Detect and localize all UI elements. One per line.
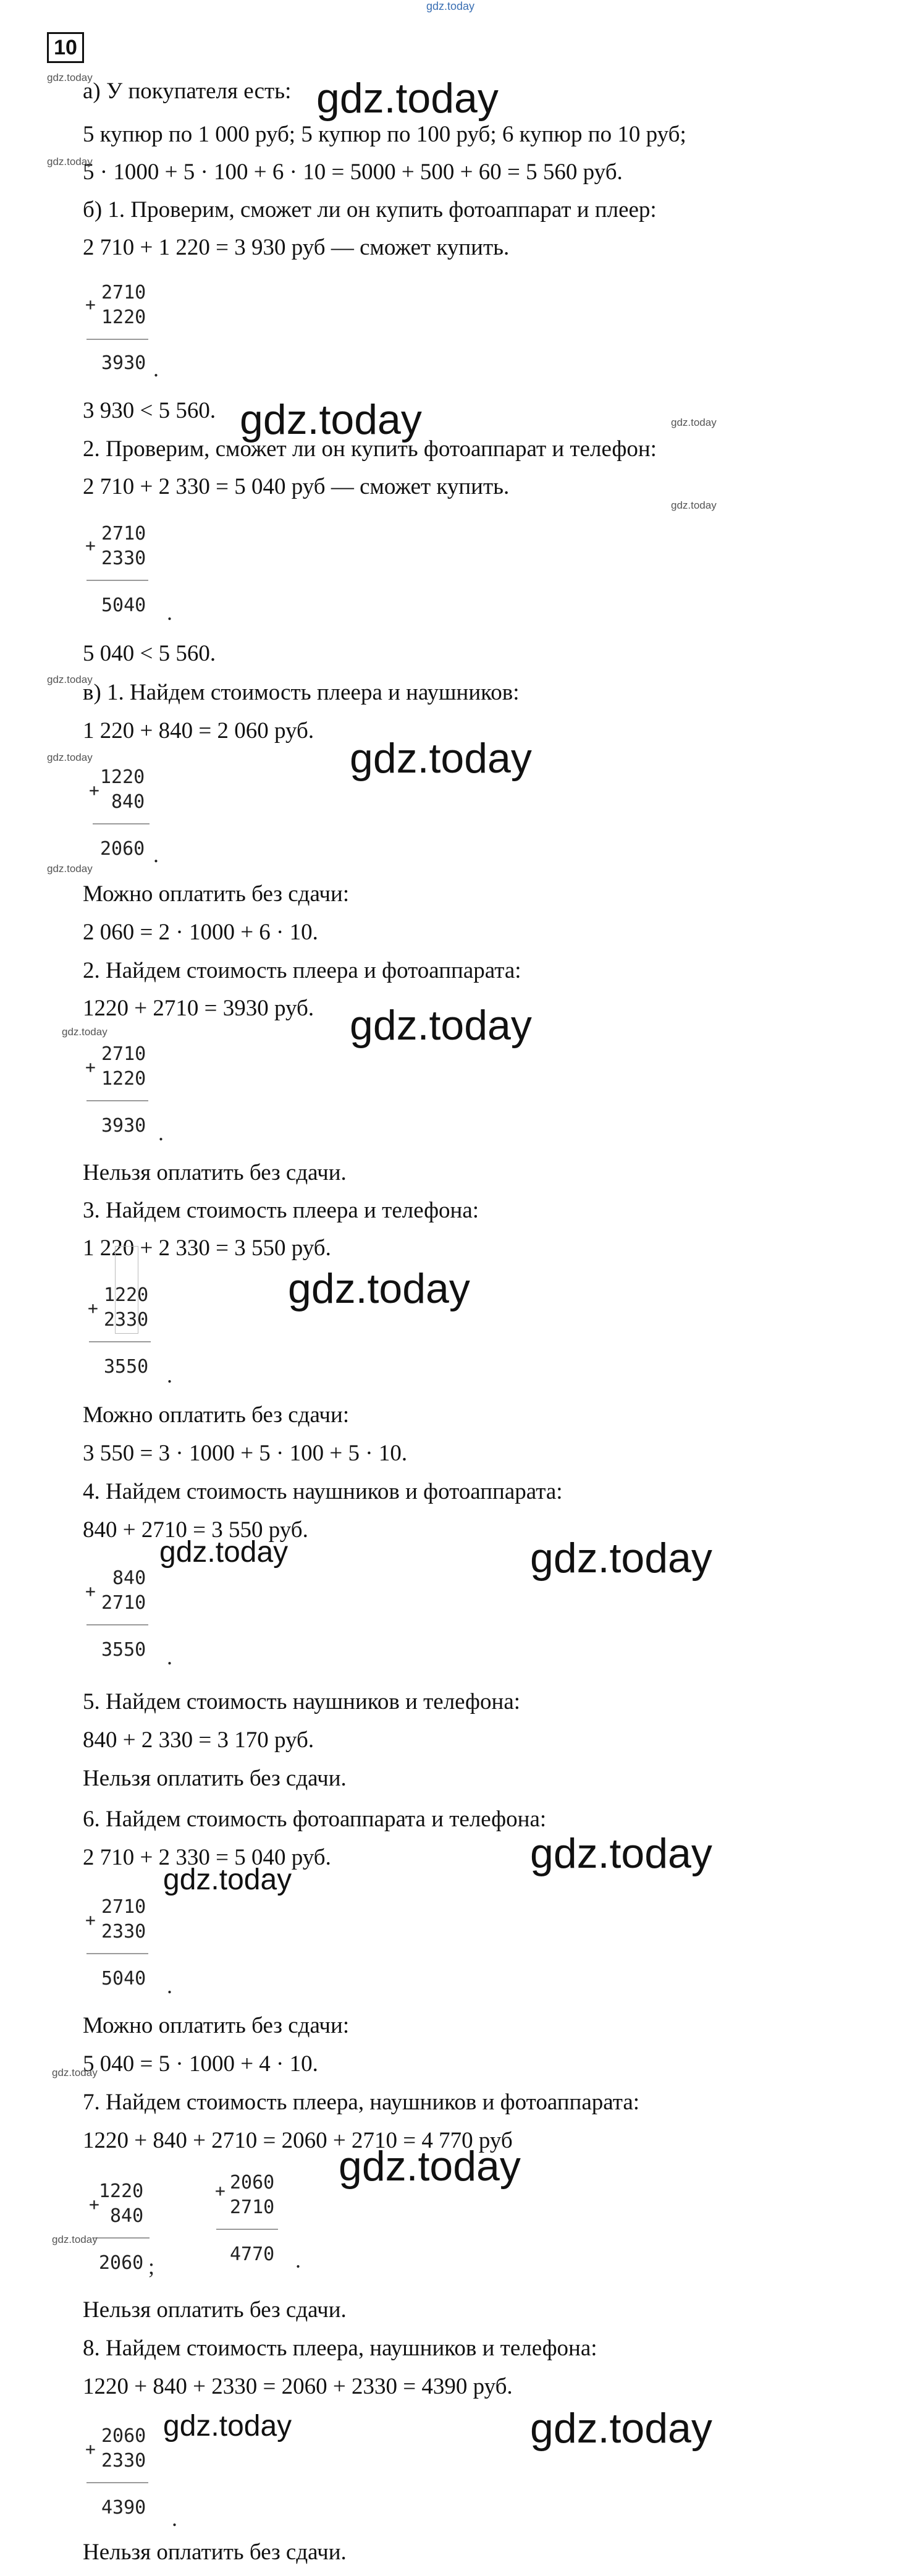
plus-sign: + [85, 535, 96, 556]
task-number: 10 [47, 32, 84, 63]
period-mark: . [158, 1121, 164, 1145]
column-rule [86, 339, 148, 340]
text-line: 840 + 2710 = 3 550 руб. [83, 1517, 308, 1543]
column-rule [89, 1341, 151, 1342]
text-line: Можно оплатить без сдачи: [83, 881, 350, 907]
column-rule [86, 580, 148, 581]
watermark-logo: gdz.today [47, 752, 93, 763]
text-line: 5 040 < 5 560. [83, 641, 216, 666]
column-addend: 2330 [101, 2450, 146, 2472]
text-line: 3. Найдем стоимость плеера и телефона: [83, 1198, 479, 1223]
watermark-logo: gdz.today [47, 72, 93, 83]
text-line: Можно оплатить без сдачи: [83, 2013, 350, 2038]
text-line: а) У покупателя есть: [83, 78, 292, 104]
text-line: 3 550 = 3 · 1000 + 5 · 100 + 5 · 10. [83, 1441, 408, 1466]
top-watermark: gdz.today [426, 0, 475, 12]
text-line: 1 220 + 2 330 = 3 550 руб. [83, 1235, 331, 1261]
column-addend: 2710 [101, 1896, 146, 1918]
text-line: Нельзя оплатить без сдачи. [83, 1160, 347, 1185]
text-line: Можно оплатить без сдачи: [83, 1402, 350, 1428]
text-line: 1220 + 840 + 2710 = 2060 + 2710 = 4 770 руб [83, 2128, 513, 2153]
column-addend: 1220 [101, 1068, 146, 1090]
text-line: 4. Найдем стоимость наушников и фотоаппарата: [83, 1479, 563, 1504]
plus-sign: + [85, 294, 96, 315]
text-line: 2. Найдем стоимость плеера и фотоаппарата: [83, 958, 521, 983]
watermark-logo: gdz.today [52, 2067, 98, 2078]
text-line: 7. Найдем стоимость плеера, наушников и фотоаппарата: [83, 2090, 640, 2115]
watermark-logo: gdz.today [671, 417, 717, 428]
text-line: Нельзя оплатить без сдачи. [83, 2540, 347, 2565]
watermark-logo: gdz.today [163, 2410, 292, 2443]
watermark-logo: gdz.today [47, 674, 93, 685]
column-addend: 2710 [101, 282, 146, 303]
watermark-logo: gdz.today [350, 735, 532, 782]
column-sum: 5040 [101, 1968, 146, 1989]
watermark-logo: gdz.today [350, 1002, 532, 1049]
period-mark: . [295, 2248, 301, 2273]
column-rule [93, 2237, 150, 2239]
text-line: 5 купюр по 1 000 руб; 5 купюр по 100 руб; 6 купюр по 10 руб; [83, 122, 686, 147]
plus-sign: + [89, 780, 99, 800]
period-mark: . [167, 1973, 172, 1998]
text-line: Нельзя оплатить без сдачи. [83, 2297, 347, 2323]
text-line: 840 + 2 330 = 3 170 руб. [83, 1727, 314, 1753]
column-rule [93, 823, 150, 824]
text-line: 2 060 = 2 · 1000 + 6 · 10. [83, 920, 318, 945]
plus-sign: + [85, 1057, 96, 1077]
plus-sign: + [85, 2439, 96, 2459]
column-rule [86, 1100, 148, 1101]
column-sum: 4770 [230, 2243, 275, 2265]
watermark-logo: gdz.today [530, 1535, 712, 1582]
column-addend: 2710 [101, 523, 146, 544]
column-addend: 2710 [101, 1592, 146, 1614]
text-line: в) 1. Найдем стоимость плеера и наушников: [83, 680, 520, 705]
column-sum: 2060 [99, 2252, 144, 2274]
watermark-logo: gdz.today [47, 863, 93, 875]
watermark-logo: gdz.today [288, 1265, 470, 1312]
text-line: б) 1. Проверим, сможет ли он купить фотоаппарат и плеер: [83, 197, 657, 222]
text-line: 2. Проверим, сможет ли он купить фотоаппарат и телефон: [83, 436, 657, 462]
column-rule [86, 2482, 148, 2483]
period-mark: . [172, 2506, 177, 2531]
column-sum: 3930 [101, 352, 146, 374]
watermark-logo: gdz.today [47, 156, 93, 167]
text-line: 2 710 + 1 220 = 3 930 руб — сможет купить. [83, 235, 510, 260]
plus-sign: + [88, 1298, 98, 1318]
text-line: 8. Найдем стоимость плеера, наушников и телефона: [83, 2336, 597, 2361]
column-addend: 840 [110, 2205, 144, 2227]
plus-sign: + [215, 2180, 225, 2201]
column-rule [216, 2229, 278, 2230]
watermark-logo: gdz.today [530, 2405, 712, 2452]
column-sum: 3930 [101, 1115, 146, 1137]
text-line: 1220 + 840 + 2330 = 2060 + 2330 = 4390 руб. [83, 2374, 513, 2399]
plus-sign: + [85, 1581, 96, 1601]
column-addend: 2060 [101, 2425, 146, 2447]
watermark-logo: gdz.today [316, 75, 499, 122]
period-mark: . [167, 1645, 172, 1669]
column-sum: 3550 [101, 1639, 146, 1661]
period-mark: . [153, 842, 159, 867]
column-addend: 2330 [101, 548, 146, 569]
text-line: 5 · 1000 + 5 · 100 + 6 · 10 = 5000 + 500 + 60 = 5 560 руб. [83, 159, 623, 185]
column-addend: 2330 [101, 1921, 146, 1943]
text-line: 5. Найдем стоимость наушников и телефона: [83, 1689, 521, 1714]
text-line: 5 040 = 5 · 1000 + 4 · 10. [83, 2051, 318, 2077]
text-line: 1 220 + 840 = 2 060 руб. [83, 718, 314, 744]
column-addend: 840 [111, 791, 145, 813]
column-sum: 5040 [101, 595, 146, 616]
column-addend: 2060 [230, 2172, 275, 2193]
watermark-logo: gdz.today [339, 2143, 521, 2190]
period-mark: . [167, 600, 172, 625]
period-mark: . [153, 357, 159, 381]
column-rule [86, 1624, 148, 1625]
column-addend: 1220 [100, 766, 145, 788]
text-line: 2 710 + 2 330 = 5 040 руб — сможет купить. [83, 474, 510, 499]
plus-sign: + [89, 2194, 99, 2214]
watermark-logo: gdz.today [240, 396, 422, 443]
watermark-logo: gdz.today [159, 1536, 289, 1569]
column-rule [86, 1953, 148, 1954]
watermark-logo: gdz.today [62, 1026, 107, 1038]
column-addend: 1220 [104, 1284, 149, 1306]
column-addend: 2710 [101, 1043, 146, 1065]
text-line: Нельзя оплатить без сдачи. [83, 1766, 347, 1791]
column-addend: 2710 [230, 2197, 275, 2218]
text-line: 6. Найдем стоимость фотоаппарата и телефона: [83, 1807, 547, 1832]
watermark-logo: gdz.today [671, 499, 717, 511]
column-sum: 3550 [104, 1356, 149, 1378]
watermark-logo: gdz.today [163, 1863, 292, 1896]
column-addend: 840 [112, 1567, 146, 1589]
column-addend: 1220 [101, 307, 146, 328]
watermark-logo: gdz.today [52, 2234, 98, 2245]
column-sum: 2060 [100, 838, 145, 860]
column-addend: 2330 [104, 1309, 149, 1331]
column-sum: 4390 [101, 2497, 146, 2519]
period-mark: . [167, 1363, 172, 1388]
column-addend: 1220 [99, 2180, 144, 2202]
semicolon-mark: ; [148, 2254, 155, 2279]
plus-sign: + [85, 1910, 96, 1930]
text-line: 2 710 + 2 330 = 5 040 руб. [83, 1845, 331, 1870]
watermark-logo: gdz.today [530, 1830, 712, 1877]
text-line: 1220 + 2710 = 3930 руб. [83, 996, 314, 1021]
text-line: 3 930 < 5 560. [83, 398, 216, 423]
